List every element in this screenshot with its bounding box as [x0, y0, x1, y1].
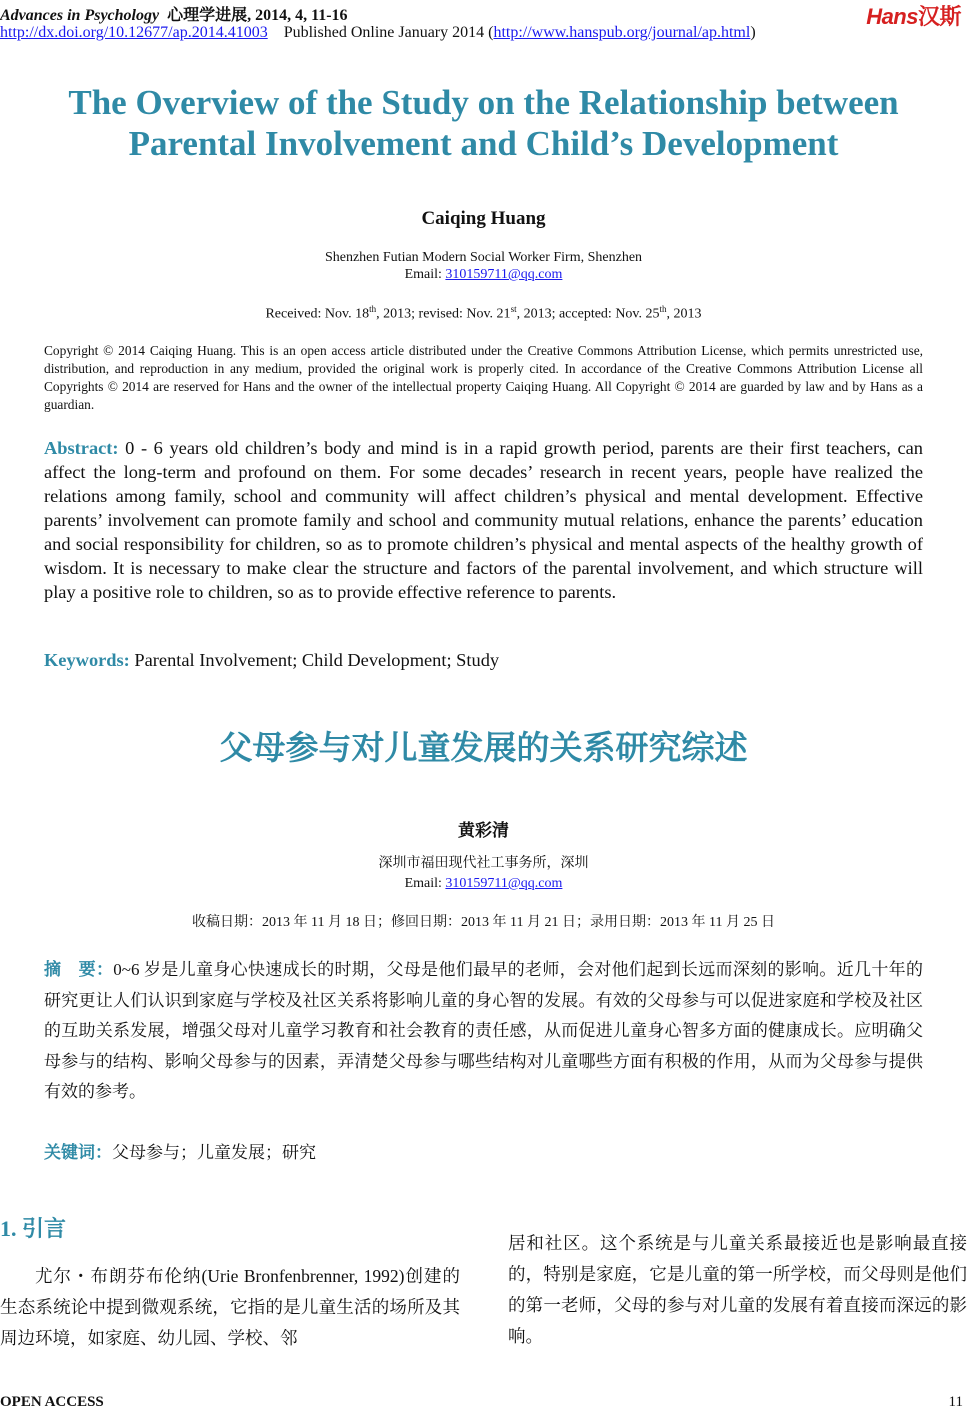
journal-name: Advances in Psychology: [0, 7, 160, 24]
journal-header: [0, 2, 348, 25]
published-text: Published Online January 2014 (: [283, 24, 494, 41]
keywords-text: Parental Involvement; Child Development; Study: [129, 650, 500, 670]
affiliation-block: [0, 249, 967, 283]
cn-affiliation-block: [0, 854, 967, 894]
cn-title: 父母参与对儿童发展的关系研究综述: [219, 728, 748, 767]
cn-email-line: [0, 874, 967, 894]
cn-affiliation: 深圳市福田现代社工事务所，深圳: [378, 856, 589, 871]
cn-keywords-text: 父母参与；儿童发展；研究: [112, 1143, 316, 1162]
abstract-text: 0 - 6 years old children’s body and mind is in a rapid growth period, parents are their first teachers, can affect the long-term and profound on them. For some decades’ research in recent years, people have realized the relations among family, school and community will affect children’s physical and mental development. Effective parents’ involvement can promote family and school and community mutual relations, enhance the parents’ education and social responsibility for children, so as to promote children’s physical and mental aspects of the healthy growth of wisdom. It is necessary to make clear the structure and factors of the parental involvement, and which structure will play a positive role to children, so as to provide effective reference to parents.: [44, 438, 923, 602]
cn-author: 黄彩清: [458, 821, 509, 840]
journal-link[interactable]: http://www.hanspub.org/journal/ap.html: [493, 24, 751, 41]
dates-end: , 2013: [666, 306, 702, 322]
sup: th: [659, 304, 667, 314]
received: Received: Nov. 18: [265, 306, 370, 322]
sup: st: [510, 304, 517, 314]
title-line-1: The Overview of the Study on the Relationship between: [68, 83, 899, 122]
author: Caiqing Huang: [421, 208, 546, 229]
cn-abstract: [44, 955, 923, 1108]
close-paren: ): [750, 24, 756, 41]
section-heading: 1. 引言: [0, 1216, 67, 1241]
copyright-notice: Copyright © 2014 Caiqing Huang. This is an open access article distributed under the Creative Commons Attribution License, which permits unrestricted use, distribution, and reproduction in any medium, provided the original work is properly cited. In accordance of the Creative Commons Attribution License all Copyrights © 2014 are reserved for Hans and the owner of the intellectual property Caiqing Huang. All Copyright © 2014 are guarded by law and by Hans as a guardian.: [44, 343, 923, 412]
logo-en: Hans: [866, 4, 918, 29]
open-access-footer: OPEN ACCESS: [0, 1394, 104, 1410]
paper-title: [0, 82, 967, 164]
keywords-label: Keywords:: [44, 650, 130, 670]
body-column-left: 尤尔・布朗芬布伦纳(Urie Bronfenbrenner, 1992)创建的生态系统论中提到微观系统，它指的是儿童生活的场所及其周边环境，如家庭、幼儿园、学校、邻: [0, 1266, 460, 1348]
accepted: , 2013; accepted: Nov. 25: [516, 306, 660, 322]
email-link[interactable]: 310159711@qq.com: [445, 267, 563, 282]
email-line: [0, 266, 967, 283]
dates: [0, 304, 967, 323]
cn-abstract-label: 摘 要：: [44, 960, 114, 979]
revised: , 2013; revised: Nov. 21: [376, 306, 511, 322]
keywords: [44, 650, 499, 671]
affiliation: Shenzhen Futian Modern Social Worker Firm, Shenzhen: [324, 250, 643, 265]
cn-dates: 收稿日期：2013 年 11 月 18 日；修回日期：2013 年 11 月 21 日；录用日期：2013 年 11 月 25 日: [192, 915, 775, 930]
email-label: Email:: [404, 876, 446, 891]
cn-keywords-label: 关键词：: [44, 1143, 112, 1162]
journal-info: 心理学进展, 2014, 4, 11-16: [167, 7, 348, 24]
cn-abstract-text: 0~6 岁是儿童身心快速成长的时期，父母是他们最早的老师，会对他们起到长远而深刻的影响。近几十年的研究更让人们认识到家庭与学校及社区关系将影响儿童的身心智的发展。有效的父母参与可以促进家庭和学校及社区的互助关系发展，增强父母对儿童学习教育和社会教育的责任感，从而促进儿童身心智多方面的健康成长。应明确父母参与的结构、影响父母参与的因素，弄清楚父母参与哪些结构对儿童哪些方面有积极的作用，从而为父母参与提供有效的参考。: [44, 960, 924, 1101]
cn-keywords: [44, 1138, 316, 1163]
publication-line: [0, 24, 756, 42]
body-column-right: 居和社区。这个系统是与儿童关系最接近也是影响最直接的，特别是家庭，它是儿童的第一所学校，而父母则是他们的第一老师，父母的参与对儿童的发展有着直接而深远的影响。: [508, 1233, 967, 1346]
page-number: 11: [948, 1394, 963, 1410]
logo-cn: 汉斯: [917, 4, 961, 29]
abstract: [44, 436, 923, 604]
email-label: Email:: [404, 267, 446, 282]
sup: th: [369, 304, 377, 314]
doi-link[interactable]: http://dx.doi.org/10.12677/ap.2014.41003: [0, 24, 268, 41]
abstract-label: Abstract:: [44, 438, 119, 458]
hans-logo: [866, 0, 961, 31]
title-line-2: Parental Involvement and Child’s Development: [128, 124, 839, 163]
cn-email-link[interactable]: 310159711@qq.com: [445, 876, 563, 891]
